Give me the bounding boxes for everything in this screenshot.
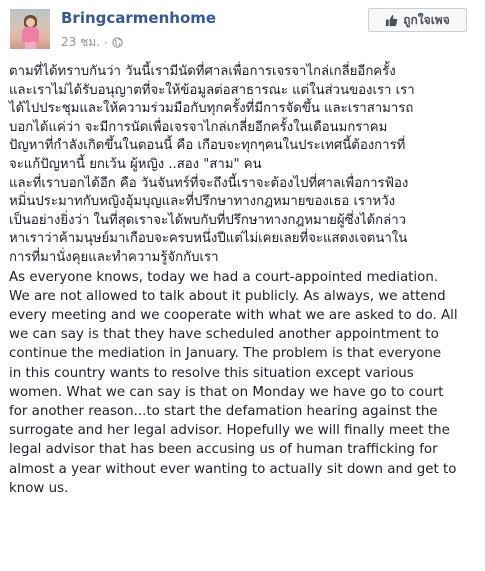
english-message (9, 268, 481, 498)
post-meta (61, 33, 123, 52)
text-line: for another reason...to start the defamation hearing against the (9, 403, 438, 419)
text-line: surrogate and her legal advisor. Hopefully we will finally meet the (9, 423, 450, 439)
text-line: every meeting and we cooperate with what we are asked to do. All (9, 307, 458, 323)
text-line: As everyone knows, today we had a court-appointed mediation. (9, 269, 439, 285)
post-header (0, 0, 485, 60)
thumbs-up-icon (385, 14, 398, 27)
text-line: almost a year without ever wanting to actually sit down and get to (9, 461, 457, 477)
text-line: ตามที่ได้ทราบกันว่า วันนี้เรามีนัดที่ศาลเพื่อการเจรจาไกล่เกลี่ยอีกครั้ง (9, 64, 396, 79)
text-line: หาเราว่าค้ามนุษย์มาเกือบจะครบหนึ่งปีแต่ไม่เคยเลยที่จะแสดงเจตนาใน (9, 231, 408, 247)
text-line: continue the mediation in January. The problem is that everyone (9, 346, 442, 362)
globe-icon[interactable] (112, 37, 123, 48)
text-line: We are not allowed to talk about it publicly. As always, we attend (9, 288, 446, 304)
meta-separator: · (103, 35, 108, 50)
text-line: in this country wants to resolve this situation except various (9, 365, 414, 381)
text-line: ปัญหาที่กำลังเกิดขึ้นในตอนนี้ คือ เกือบจะทุกๆคนในประเทศนี้ต้องการที่ (9, 138, 406, 154)
post-body (9, 63, 481, 498)
text-line: we can say is that they have scheduled another appointment to (9, 327, 439, 343)
thai-message (9, 63, 481, 268)
post-timestamp[interactable]: 23 ชม. (61, 35, 100, 49)
text-line: know us. (9, 480, 69, 496)
text-line: ได้ไปประชุมและให้ความร่วมมือกับทุกครั้งที่มีการจัดขึ้น และเราสามารถ (9, 101, 414, 117)
text-line: หมิ่นประมาทกับหญิงอุ้มบุญและที่ปรึกษาทางกฎหมายของเธอ เราหวัง (9, 194, 396, 210)
text-line: เป็นอย่างยิ่งว่า ในที่สุดเราจะได้พบกับที่ปรึกษาทางกฎหมายผู้ซึ่งได้กล่าว (9, 212, 407, 228)
text-line: จะแก้ปัญหานี้ ยกเว้น ผู้หญิง ..สอง "สาม" คน (9, 156, 262, 172)
text-line: และที่เราบอกได้อีก คือ วันจันทร์ที่จะถึงนี้เราจะต้องไปที่ศาลเพื่อการฟ้อง (9, 175, 409, 191)
text-line: บอกได้แค่ว่า จะมีการนัดเพื่อเจรจาไกล่เกลี่ยอีกครั้งในเดือนมกราคม (9, 119, 388, 135)
text-line: และเราไม่ได้รับอนุญาตที่จะให้ข้อมูลต่อสาธารณะ แต่ในส่วนของเรา เรา (9, 82, 415, 98)
like-page-button[interactable] (368, 8, 467, 32)
text-line: legal advisor that has been accusing us of human trafficking for (9, 442, 438, 458)
text-line: women. What we can say is that on Monday we have go to court (9, 384, 444, 400)
text-line: การที่มานั่งคุยและทำความรู้จักกับเรา (9, 249, 219, 265)
like-page-label: ถูกใจเพจ (403, 12, 450, 27)
page-avatar[interactable] (10, 9, 50, 49)
page-name-link[interactable]: Bringcarmenhome (61, 9, 217, 27)
